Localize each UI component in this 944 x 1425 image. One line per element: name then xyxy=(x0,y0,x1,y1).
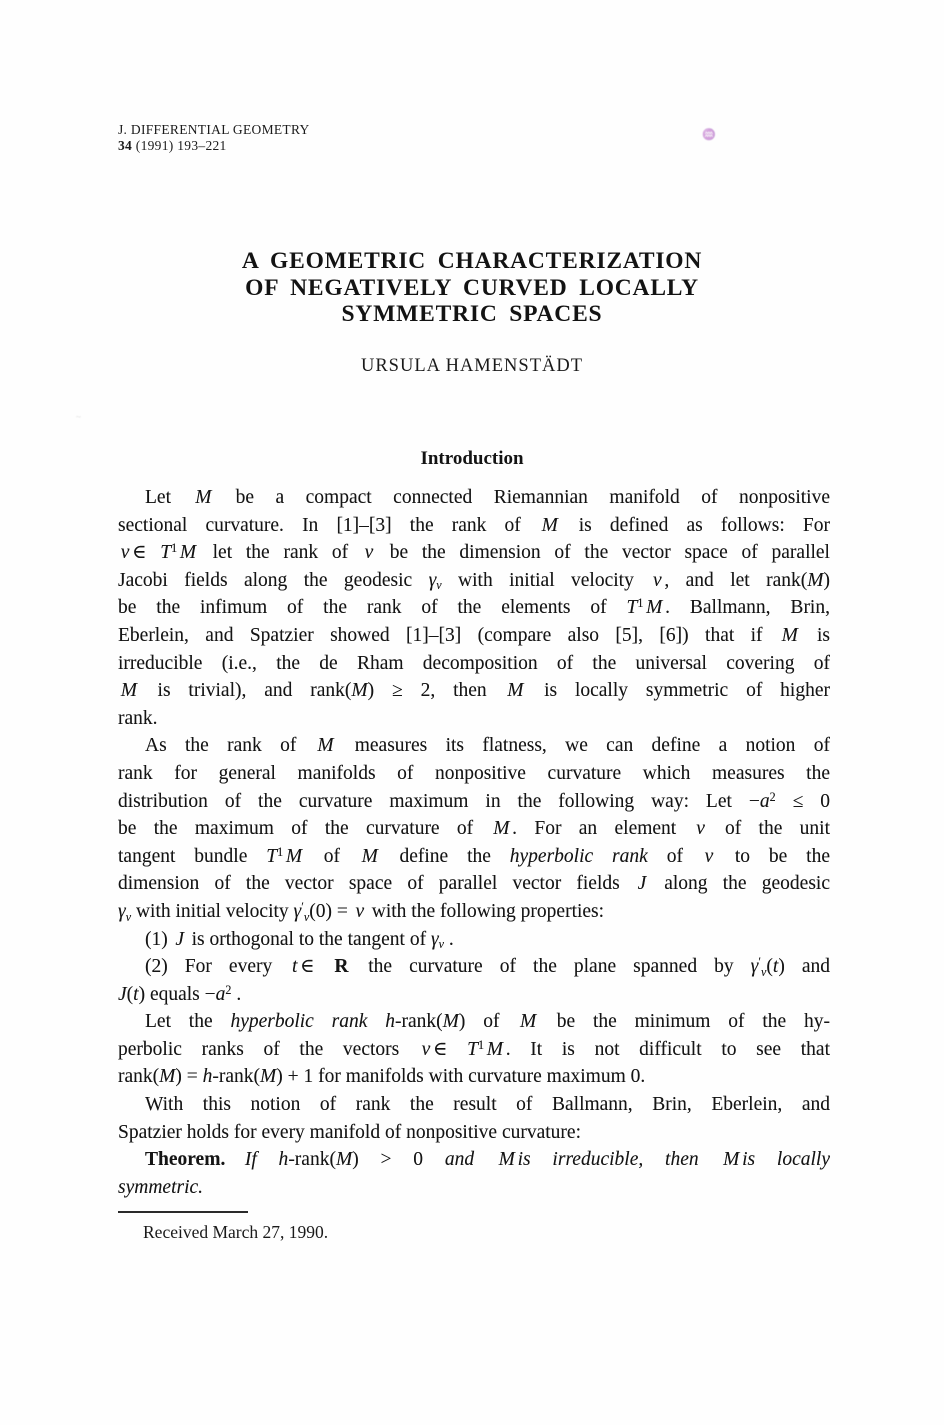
p1-line3: v ∈ $T^1$ M let the rank of v be the dimension of the vector space of parallel xyxy=(120,541,830,564)
footnote-received: Received March 27, 1990. xyxy=(143,1222,329,1242)
p3-line1: Let the hyperbolic rank h-rank(M) of M be the minimum of the hy- xyxy=(145,1011,830,1033)
paper-title-line-3: SYMMETRIC SPACES xyxy=(341,301,603,327)
p2-line4: be the maximum of the curvature of M . For an element v of the unit xyxy=(118,818,831,840)
paper-title-line-1: A GEOMETRIC CHARACTERIZATION xyxy=(241,248,703,274)
p2-line1: As the rank of M measures its flatness, we can define a notion of xyxy=(145,735,830,757)
p3-line3: rank(M) = h-rank(M) + 1 for manifolds with curvature maximum 0. xyxy=(118,1066,646,1088)
item2-line2: J(t) equals $-a^2$ . xyxy=(118,982,242,1005)
p2-line6: dimension of the vector space of parallel vector fields J along the geodesic xyxy=(118,873,830,895)
p4-line1: With this notion of rank the result of Ballmann, Brin, Eberlein, and xyxy=(145,1094,830,1116)
p2-line5: tangent bundle $T^1$ M of M define the hyperbolic rank of v to be the xyxy=(118,844,831,867)
p4-line2: Spatzier holds for every manifold of nonpositive curvature: xyxy=(118,1121,581,1143)
p1-line5: be the infimum of the rank of the elements of $T^1$ M . Ballmann, Brin, xyxy=(118,596,830,619)
theorem-line1: Theorem. If h-rank(M) > 0 and M is irreducible, then M is locally xyxy=(145,1149,831,1171)
p3-line2: perbolic ranks of the vectors v ∈ $T^1$ M . It is not difficult to see that xyxy=(118,1037,830,1060)
item2-line1: (2) For every t ∈ R the curvature of the plane spanned by γ′v(t) and xyxy=(145,955,831,979)
author-name: URSULA HAMENSTÄDT xyxy=(360,356,584,376)
p1-line6: Eberlein, and Spatzier showed [1]–[3] (compare also [5], [6]) that if M is xyxy=(118,624,830,646)
issue-info: (1991) 193–221 xyxy=(132,137,227,153)
p1-line1: Let M be a compact connected Riemannian manifold of nonpositive xyxy=(145,487,831,508)
journal-name: J. DIFFERENTIAL GEOMETRY xyxy=(118,122,310,137)
p2-line3: distribution of the curvature maximum in the following way: Let $-a^2 \le 0$ xyxy=(118,789,831,812)
item1-line1: (1) J is orthogonal to the tangent of γv . xyxy=(145,928,454,952)
p1-line9: rank. xyxy=(118,707,158,729)
volume-number: 34 xyxy=(118,137,133,153)
body-text xyxy=(118,484,830,1201)
section-heading-introduction: Introduction xyxy=(420,448,524,469)
footnote-rule xyxy=(118,1211,248,1213)
journal-header xyxy=(118,122,310,153)
scan-artifact: ~ xyxy=(76,412,81,422)
p2-line7: γv with initial velocity γ′v(0) = v with the following properties: xyxy=(118,899,605,924)
p1-line4: Jacobi fields along the geodesic γv with initial velocity v , and let rank(M) xyxy=(118,569,830,593)
journal-volume-line xyxy=(118,138,310,154)
p2-line2: rank for general manifolds of nonpositive curvature which measures the xyxy=(118,762,830,784)
p1-line8: M is trivial), and rank(M) ≥ 2, then M is locally symmetric of higher xyxy=(120,680,830,702)
paper-title xyxy=(0,248,944,328)
theorem-line2: symmetric. xyxy=(118,1176,204,1198)
paper-title-line-2: OF NEGATIVELY CURVED LOCALLY xyxy=(245,274,699,301)
p1-line2: sectional curvature. In [1]–[3] the rank of M is defined as follows: For xyxy=(118,514,830,536)
scan-artifact: ♒ xyxy=(702,129,716,141)
p1-line7: irreducible (i.e., the de Rham decomposition of the universal covering of xyxy=(118,652,830,674)
